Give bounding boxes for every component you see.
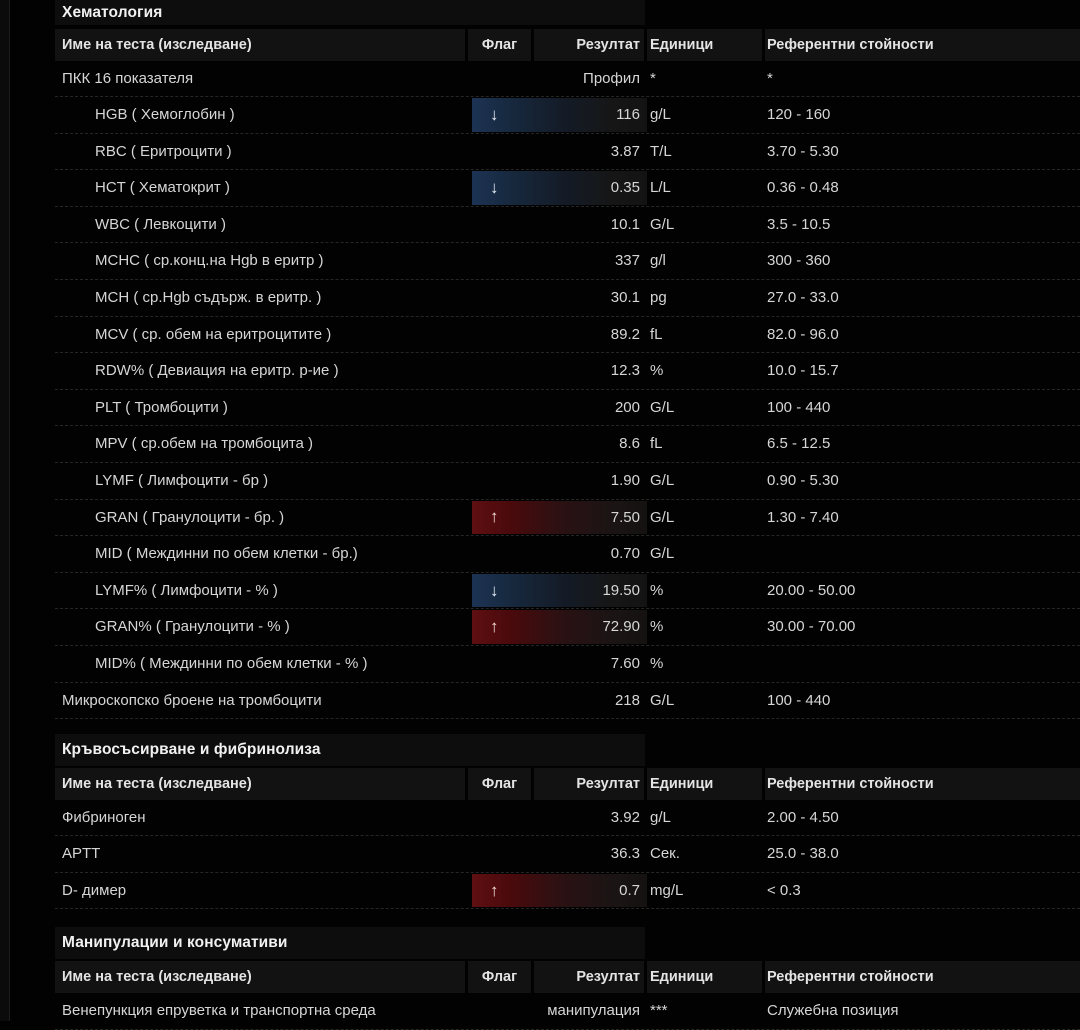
lab-results-report	[55, 0, 1080, 1030]
units-label: G/L	[650, 545, 675, 563]
test-row	[55, 836, 1080, 873]
test-row	[55, 683, 1080, 720]
result-value: Профил	[583, 69, 640, 87]
reference-range: 0.36 - 0.48	[767, 179, 839, 197]
section-title: Кръвосъсирване и фибринолиза	[55, 734, 645, 766]
arrow-down-icon: ↓	[490, 104, 499, 124]
test-row	[55, 207, 1080, 244]
results-section	[55, 734, 1080, 909]
test-row	[55, 61, 1080, 98]
reference-range: 30.00 - 70.00	[767, 618, 856, 636]
result-value: 72.90	[602, 618, 640, 636]
result-value: 30.1	[610, 289, 640, 307]
test-row	[55, 390, 1080, 427]
results-section	[55, 927, 1080, 1029]
results-rows	[55, 800, 1080, 910]
result-value: 10.1	[610, 215, 640, 233]
column-header-flag: Флаг	[468, 961, 531, 993]
test-name: HCT ( Хематокрит )	[95, 179, 230, 197]
reference-range: 3.5 - 10.5	[767, 215, 831, 233]
column-header-test-name: Име на теста (изследване)	[55, 29, 465, 61]
units-label: G/L	[650, 472, 675, 490]
reference-range: 0.90 - 5.30	[767, 472, 839, 490]
units-label: g/L	[650, 808, 671, 826]
units-label: G/L	[650, 215, 675, 233]
reference-range: Служебна позиция	[767, 1001, 899, 1019]
result-value: 116	[616, 106, 640, 124]
test-row	[55, 536, 1080, 573]
column-header-test-name: Име на теста (изследване)	[55, 961, 465, 993]
test-name: MID ( Междинни по обем клетки - бр.)	[95, 545, 358, 563]
result-value: манипулация	[547, 1001, 640, 1019]
section-title: Манипулации и консумативи	[55, 927, 645, 959]
column-header-reference-values: Референтни стойности	[765, 29, 1080, 61]
reference-range: 100 - 440	[767, 398, 831, 416]
test-name: MID% ( Междинни по обем клетки - % )	[95, 655, 368, 672]
reference-range: 27.0 - 33.0	[767, 289, 839, 307]
reference-range: 25.0 - 38.0	[767, 845, 839, 863]
column-header-flag: Флаг	[468, 29, 531, 61]
units-label: %	[650, 655, 664, 672]
arrow-down-icon: ↓	[490, 580, 499, 600]
section-title: Хематология	[55, 0, 645, 25]
test-name: GRAN% ( Гранулоцити - % )	[95, 618, 290, 636]
reference-range: 3.70 - 5.30	[767, 142, 839, 160]
units-label: G/L	[650, 398, 675, 416]
reference-range: < 0.3	[767, 881, 801, 899]
column-header-result: Резултат	[534, 961, 644, 993]
units-label: G/L	[650, 691, 675, 709]
units-label: g/l	[650, 252, 666, 270]
test-row	[55, 353, 1080, 390]
results-rows	[55, 61, 1080, 720]
result-value: 1.90	[610, 472, 640, 490]
units-label: Сек.	[650, 845, 680, 863]
test-row	[55, 426, 1080, 463]
units-label: T/L	[650, 142, 672, 160]
test-name: ПКК 16 показателя	[62, 69, 194, 87]
reference-range: 82.0 - 96.0	[767, 325, 839, 343]
units-label: ***	[650, 1001, 668, 1019]
test-row	[55, 97, 1080, 134]
units-label: L/L	[650, 179, 671, 197]
test-row	[55, 317, 1080, 354]
result-value: 12.3	[610, 362, 640, 380]
results-rows	[55, 993, 1080, 1030]
test-name: MCH ( ср.Hgb съдърж. в еритр. )	[95, 289, 322, 307]
column-header-test-name: Име на теста (изследване)	[55, 768, 465, 800]
test-name: MCV ( ср. обем на еритроцитите )	[95, 325, 332, 343]
result-value: 8.6	[619, 435, 640, 453]
result-value: 0.70	[610, 545, 640, 563]
result-value: 218	[614, 691, 640, 709]
column-header-units: Единици	[647, 961, 762, 993]
units-label: fL	[650, 435, 663, 453]
result-value: 3.87	[610, 142, 640, 160]
test-row	[55, 609, 1080, 646]
reference-range: *	[767, 69, 773, 87]
reference-range: 120 - 160	[767, 106, 831, 124]
test-name: WBC ( Левкоцити )	[95, 215, 226, 233]
test-row	[55, 243, 1080, 280]
reference-range: 100 - 440	[767, 691, 831, 709]
result-value: 0.35	[610, 179, 640, 197]
test-name: D- димер	[62, 881, 127, 899]
result-value: 36.3	[610, 845, 640, 863]
test-name: GRAN ( Гранулоцити - бр. )	[95, 508, 285, 526]
result-value: 89.2	[610, 325, 640, 343]
result-value: 337	[614, 252, 640, 270]
test-name: PLT ( Тромбоцити )	[95, 398, 228, 416]
test-name: HGB ( Хемоглобин )	[95, 106, 235, 124]
test-name: Микроскопско броене на тромбоцити	[62, 691, 322, 709]
result-value: 3.92	[610, 808, 640, 826]
units-label: %	[650, 618, 664, 636]
units-label: mg/L	[650, 881, 684, 899]
reference-range: 300 - 360	[767, 252, 831, 270]
units-label: G/L	[650, 508, 675, 526]
arrow-up-icon: ↑	[490, 617, 499, 637]
test-row	[55, 280, 1080, 317]
reference-range: 10.0 - 15.7	[767, 362, 839, 380]
units-label: fL	[650, 325, 663, 343]
units-label: g/L	[650, 106, 671, 124]
result-value: 200	[614, 398, 640, 416]
test-name: MCHC ( ср.конц.на Hgb в еритр )	[95, 252, 324, 270]
arrow-up-icon: ↑	[490, 880, 499, 900]
units-label: pg	[650, 289, 667, 307]
arrow-down-icon: ↓	[490, 178, 499, 198]
column-header-flag: Флаг	[468, 768, 531, 800]
test-row	[55, 463, 1080, 500]
test-name: Венепункция епруветка и транспортна среда	[62, 1001, 376, 1019]
column-header-reference-values: Референтни стойности	[765, 961, 1080, 993]
reference-range: 1.30 - 7.40	[767, 508, 839, 526]
arrow-up-icon: ↑	[490, 507, 499, 527]
results-section	[55, 0, 1080, 719]
reference-range: 20.00 - 50.00	[767, 581, 856, 599]
units-label: *	[650, 69, 656, 87]
test-name: RBC ( Еритроцити )	[95, 142, 232, 160]
test-row	[55, 170, 1080, 207]
test-row	[55, 800, 1080, 837]
test-row	[55, 873, 1080, 910]
reference-range: 2.00 - 4.50	[767, 808, 839, 826]
test-name: LYMF ( Лимфоцити - бр )	[95, 472, 269, 490]
units-label: %	[650, 581, 664, 599]
results-table-header	[55, 768, 1080, 800]
test-row	[55, 500, 1080, 537]
column-header-units: Единици	[647, 768, 762, 800]
column-header-result: Резултат	[534, 29, 644, 61]
result-value: 7.60	[610, 655, 640, 672]
column-header-result: Резултат	[534, 768, 644, 800]
test-name: Фибриноген	[62, 808, 146, 826]
result-value: 7.50	[610, 508, 640, 526]
reference-range: 6.5 - 12.5	[767, 435, 831, 453]
result-value: 0.7	[619, 881, 640, 899]
results-table-header	[55, 961, 1080, 993]
test-row	[55, 573, 1080, 610]
test-name: RDW% ( Девиация на еритр. р-ие )	[95, 362, 339, 380]
units-label: %	[650, 362, 664, 380]
test-row	[55, 134, 1080, 171]
left-margin-strip	[0, 0, 10, 1021]
test-row	[55, 993, 1080, 1030]
test-name: MPV ( ср.обем на тромбоцита )	[95, 435, 314, 453]
result-value: 19.50	[602, 581, 640, 599]
column-header-reference-values: Референтни стойности	[765, 768, 1080, 800]
results-table-header	[55, 29, 1080, 61]
test-name: LYMF% ( Лимфоцити - % )	[95, 581, 278, 599]
column-header-units: Единици	[647, 29, 762, 61]
test-row	[55, 646, 1080, 683]
test-name: APTT	[62, 845, 101, 863]
